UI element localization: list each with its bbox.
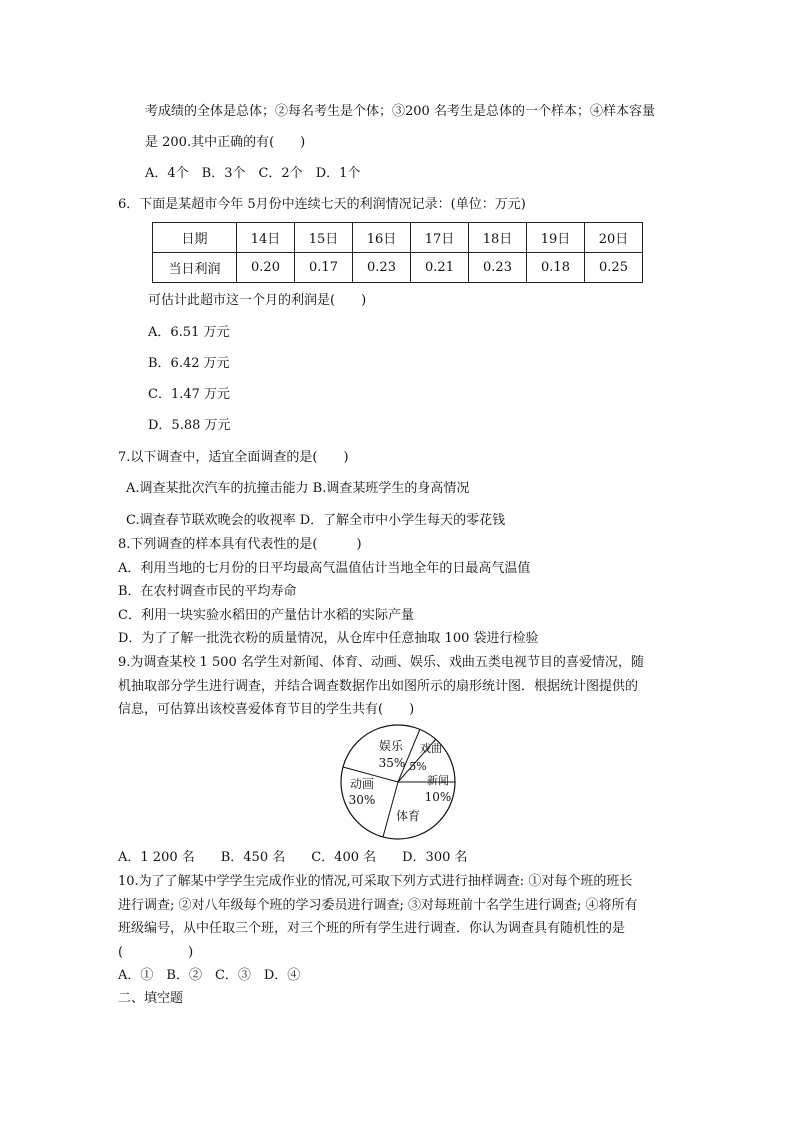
table-row [153,253,643,283]
table-cell: 0.23 [353,253,411,283]
q6-option-a: A．6.51 万元 [148,325,230,340]
pie-label-yule: 娱乐 [378,739,404,753]
table-row [153,223,643,253]
table-cell: 16日 [353,223,411,253]
q8-stem: 8.下列调查的样本具有代表性的是( ) [118,537,362,552]
q8-option-d: D．为了了解一批洗衣粉的质量情况，从仓库中任意抽取 100 袋进行检验 [118,631,539,646]
q8-option-a: A．利用当地的七月份的日平均最高气温值估计当地全年的日最高气温值 [118,561,531,576]
table-cell: 19日 [527,223,585,253]
pie-pct-xinwen: 10% [424,790,452,804]
pie-pct-xiqu: 5% [409,760,427,773]
table-cell: 17日 [411,223,469,253]
table-cell: 0.18 [527,253,585,283]
q10-options: A．① B．② C．③ D．④ [118,968,301,983]
q6-option-c: C．1.47 万元 [148,387,231,402]
q9-line-2: 机抽取部分学生进行调查，并结合调查数据作出如图所示的扇形统计图．根据统计图提供的 [118,679,639,694]
q10-line-1: 10.为了了解某中学学生完成作业的情况,可采取下列方式进行抽样调查: ①对每个班的班长 [118,874,633,889]
table-cell: 0.17 [295,253,353,283]
table-cell: 0.20 [237,253,295,283]
pie-label-tiyu: 体育 [395,809,421,823]
q7-options-ab: A.调查某批次汽车的抗撞击能力 B.调查某班学生的身高情况 [126,481,470,496]
q6-option-b: B．6.42 万元 [148,356,230,371]
q5-options: A．4个 B．3个 C．2个 D．1个 [145,166,361,181]
table-cell: 当日利润 [153,253,237,283]
q6-stem: 6．下面是某超市今年 5月份中连续七天的利润情况记录：(单位：万元) [118,197,526,212]
q7-stem: 7.以下调查中，适宜全面调查的是( ) [118,450,349,465]
section-heading-fill-in: 二、填空题 [118,991,184,1006]
q9-line-1: 9.为调查某校 1 500 名学生对新闻、体育、动画、娱乐、戏曲五类电视节目的喜爱情况，随 [118,655,644,670]
table-cell: 0.25 [585,253,643,283]
q6-option-d: D．5.88 万元 [148,418,231,433]
q5-line-2: 是 200.其中正确的有( ) [145,135,306,150]
pie-chart [338,722,458,842]
q8-option-c: C．利用一块实验水稻田的产量估计水稻的实际产量 [118,608,414,623]
table-cell: 0.21 [411,253,469,283]
q9-options: A．1 200 名 B．450 名 C．400 名 D．300 名 [118,850,468,865]
table-cell: 14日 [237,223,295,253]
q9-line-3: 信息，可估算出该校喜爱体育节目的学生共有( ) [118,702,415,717]
profit-table [152,222,643,283]
pie-label-xiqu: 戏曲 [420,742,442,755]
q10-line-3: 班级编号，从中任取三个班，对三个班的所有学生进行调查．你认为调查具有随机性的是 [118,921,626,936]
q10-line-4: ( ) [118,945,194,960]
q5-line-1: 考成绩的全体是总体；②每名考生是个体；③200 名考生是总体的一个样本；④样本容量 [145,104,655,119]
q8-option-b: B．在农村调查市民的平均寿命 [118,584,297,599]
q6-question: 可估计此超市这一个月的利润是( ) [148,293,367,308]
table-cell: 15日 [295,223,353,253]
q7-options-cd: C.调查春节联欢晚会的收视率 D．了解全市中小学生每天的零花钱 [126,513,506,528]
table-cell: 日期 [153,223,237,253]
table-cell: 0.23 [469,253,527,283]
q10-line-2: 进行调查; ②对八年级每个班的学习委员进行调查; ③对每班前十名学生进行调查; ④将所有 [118,898,638,913]
pie-pct-yule: 35% [378,756,406,770]
pie-label-xinwen: 新闻 [427,774,449,787]
pie-label-donghua: 动画 [349,777,375,791]
pie-pct-donghua: 30% [348,793,376,807]
table-cell: 18日 [469,223,527,253]
table-cell: 20日 [585,223,643,253]
